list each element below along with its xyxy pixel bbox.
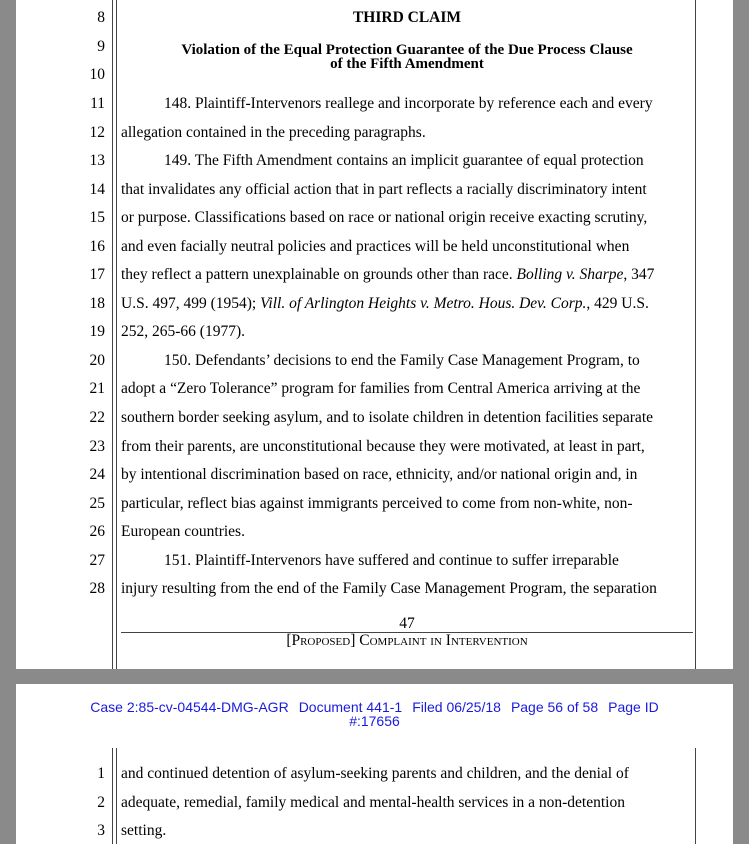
page-number: 47 [399,615,415,632]
line-number: 8 [97,9,105,26]
margin-rule [116,0,117,669]
paragraph-150-line: 150. Defendants’ decisions to end the Family Case Management Program, to [164,352,640,369]
margin-rule [116,748,117,844]
line-number: 10 [89,66,105,83]
filing-stamp [16,700,733,728]
paragraph-151-line: adequate, remedial, family medical and mental-health services in a non-detention [121,794,625,811]
paragraph-149-line [121,294,649,314]
line-number: 19 [89,323,105,340]
paragraph-150-line: by intentional discrimination based on race, ethnicity, and/or national origin and, in [121,466,638,483]
text-run: , 429 U.S. [586,295,649,312]
line-number: 17 [89,266,105,283]
line-number: 18 [89,295,105,312]
margin-rule [112,0,113,669]
line-number: 22 [89,409,105,426]
page-of-total: Page 56 of 58 [510,699,599,715]
paragraph-150-line: adopt a “Zero Tolerance” program for families from Central America arriving at the [121,380,641,397]
footer-title: [Proposed] Complaint in Intervention [286,632,528,649]
paragraph-150-line: European countries. [121,523,245,540]
right-margin-rule [695,0,696,669]
margin-rule [112,748,113,844]
line-number: 9 [97,38,105,55]
document-number: Document 441-1 [298,699,403,715]
line-number: 2 [97,794,105,811]
line-number: 14 [89,181,105,198]
line-number: 28 [89,580,105,597]
paragraph-149-line: 149. The Fifth Amendment contains an implicit guarantee of equal protection [164,152,644,169]
line-number: 21 [89,380,105,397]
line-number: 13 [89,152,105,169]
paragraph-151-line: setting. [121,822,167,839]
claim-heading-line1: Violation of the Equal Protection Guarantee of the Due Process Clause [181,42,633,58]
paragraph-151-line: 151. Plaintiff-Intervenors have suffered and continue to suffer irreparable [164,552,619,569]
right-margin-rule [695,748,696,844]
paragraph-150-line: particular, reflect bias against immigrants perceived to come from non-white, non- [121,495,633,512]
text-run: they reflect a pattern unexplainable on grounds other than race. [121,266,517,283]
case-citation: Vill. of Arlington Heights v. Metro. Hous. Dev. Corp. [260,295,587,312]
paragraph-149-line: or purpose. Classifications based on race or national origin receive exacting scrutiny, [121,209,648,226]
line-number: 25 [89,495,105,512]
line-number: 23 [89,438,105,455]
paragraph-149-line [121,265,654,285]
line-number: 11 [90,95,105,112]
line-number: 26 [89,523,105,540]
paragraph-151-line: and continued detention of asylum-seeking parents and children, and the denial of [121,765,629,782]
claim-title: THIRD CLAIM [352,9,462,26]
text-run: , 347 [623,266,655,283]
claim-heading-line2: of the Fifth Amendment [330,56,484,72]
paragraph-150-line: from their parents, are unconstitutional because they were motivated, at least in part, [121,438,645,455]
line-number: 16 [89,238,105,255]
case-citation: Bolling v. Sharpe [516,266,624,283]
paragraph-149-line: that invalidates any official action that in part reflects a racially discriminatory intent [121,181,647,198]
line-number: 1 [97,765,105,782]
filed-date: Filed 06/25/18 [412,699,501,715]
text-run: U.S. 497, 499 (1954); [121,295,261,312]
paragraph-148-line: allegation contained in the preceding paragraphs. [121,124,426,141]
line-number: 20 [89,352,105,369]
line-number: 27 [89,552,105,569]
paragraph-149-line: and even facially neutral policies and practices will be held unconstitutional when [121,238,630,255]
case-number: Case 2:85-cv-04544-DMG-AGR [90,699,289,715]
page-id-number: #:17656 [349,713,400,729]
document-page-56 [16,684,733,844]
document-page-47 [16,0,733,669]
line-number: 3 [97,822,105,839]
page-id-label: Page ID [608,699,659,715]
paragraph-149-line: 252, 265-66 (1977). [121,323,245,340]
line-number: 12 [89,124,105,141]
paragraph-148-line: 148. Plaintiff-Intervenors reallege and incorporate by reference each and every [164,95,653,112]
paragraph-150-line: southern border seeking asylum, and to isolate children in detention facilities separate [121,409,654,426]
line-number: 15 [89,209,105,226]
line-number: 24 [89,466,105,483]
paragraph-151-line: injury resulting from the end of the Family Case Management Program, the separation [121,580,657,597]
